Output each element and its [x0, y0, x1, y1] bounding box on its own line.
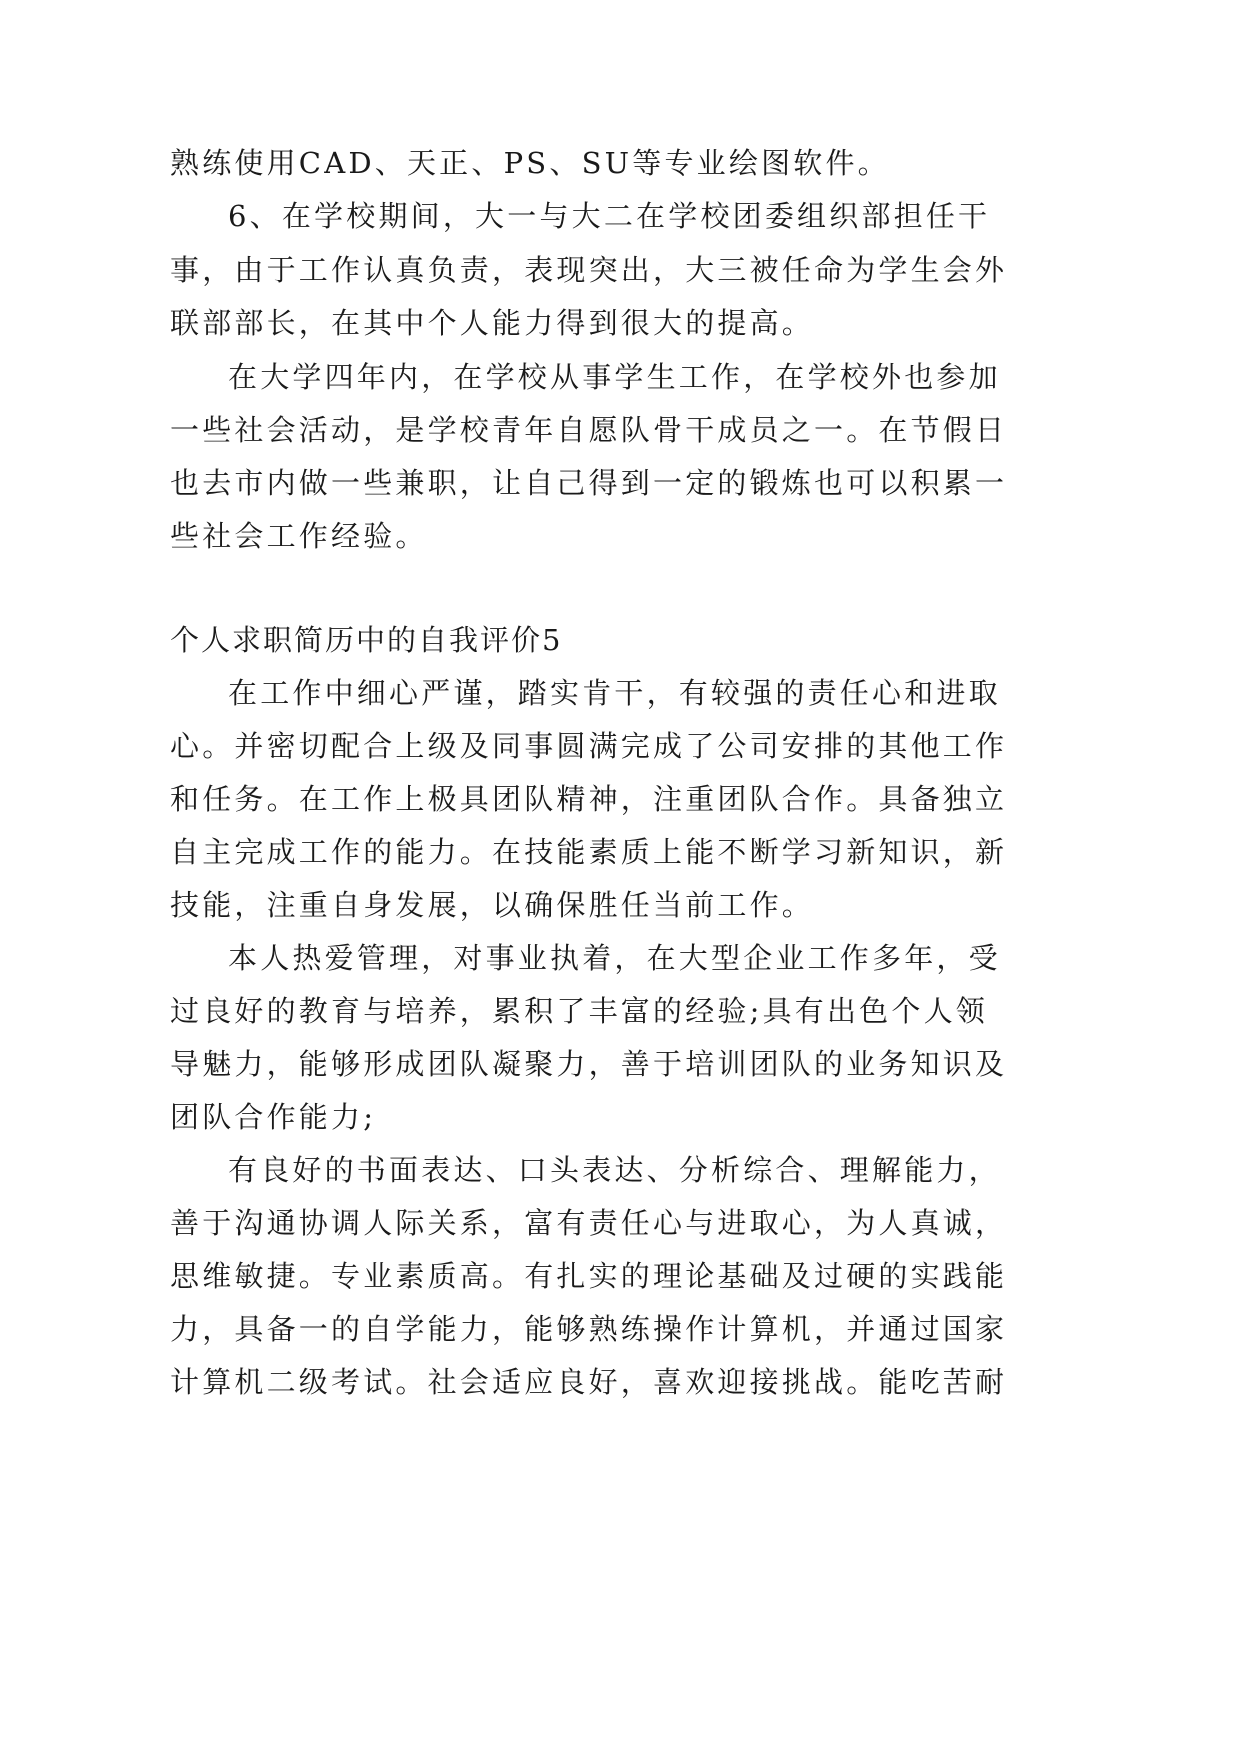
text-line: 联部部长，在其中个人能力得到很大的提高。 [170, 306, 815, 340]
text-line: 6、在学校期间，大一与大二在学校团委组织部担任干 [228, 199, 991, 233]
text-line: 心。并密切配合上级及同事圆满完成了公司安排的其他工作 [170, 729, 1008, 763]
text-line: 本人热爱管理，对事业执着，在大型企业工作多年，受 [228, 941, 1001, 975]
text-line: 过良好的教育与培养，累积了丰富的经验;具有出色个人领 [170, 994, 988, 1028]
text-line: 熟练使用CAD、天正、PS、SU等专业绘图软件。 [170, 146, 890, 180]
text-line: 善于沟通协调人际关系，富有责任心与进取心，为人真诚， [170, 1206, 1008, 1240]
text-line: 思维敏捷。专业素质高。有扎实的理论基础及过硬的实践能 [170, 1259, 1008, 1293]
text-line: 技能，注重自身发展，以确保胜任当前工作。 [170, 888, 815, 922]
text-line: 导魅力，能够形成团队凝聚力，善于培训团队的业务知识及 [170, 1047, 1008, 1081]
text-line: 和任务。在工作上极具团队精神，注重团队合作。具备独立 [170, 782, 1008, 816]
text-line: 在大学四年内，在学校从事学生工作，在学校外也参加 [228, 360, 1001, 394]
text-line: 事，由于工作认真负责，表现突出，大三被任命为学生会外 [170, 253, 1008, 287]
text-line: 力，具备一的自学能力，能够熟练操作计算机，并通过国家 [170, 1312, 1008, 1346]
text-line: 团队合作能力; [170, 1100, 377, 1134]
text-line: 些社会工作经验。 [170, 519, 428, 553]
text-line: 也去市内做一些兼职，让自己得到一定的锻炼也可以积累一 [170, 466, 1008, 500]
text-line: 有良好的书面表达、口头表达、分析综合、理解能力， [228, 1153, 1001, 1187]
text-line: 一些社会活动，是学校青年自愿队骨干成员之一。在节假日 [170, 413, 1008, 447]
text-line: 在工作中细心严谨，踏实肯干，有较强的责任心和进取 [228, 676, 1001, 710]
text-line: 计算机二级考试。社会适应良好，喜欢迎接挑战。能吃苦耐 [170, 1365, 1008, 1399]
text-line: 自主完成工作的能力。在技能素质上能不断学习新知识，新 [170, 835, 1008, 869]
section-heading: 个人求职简历中的自我评价5 [170, 623, 563, 657]
